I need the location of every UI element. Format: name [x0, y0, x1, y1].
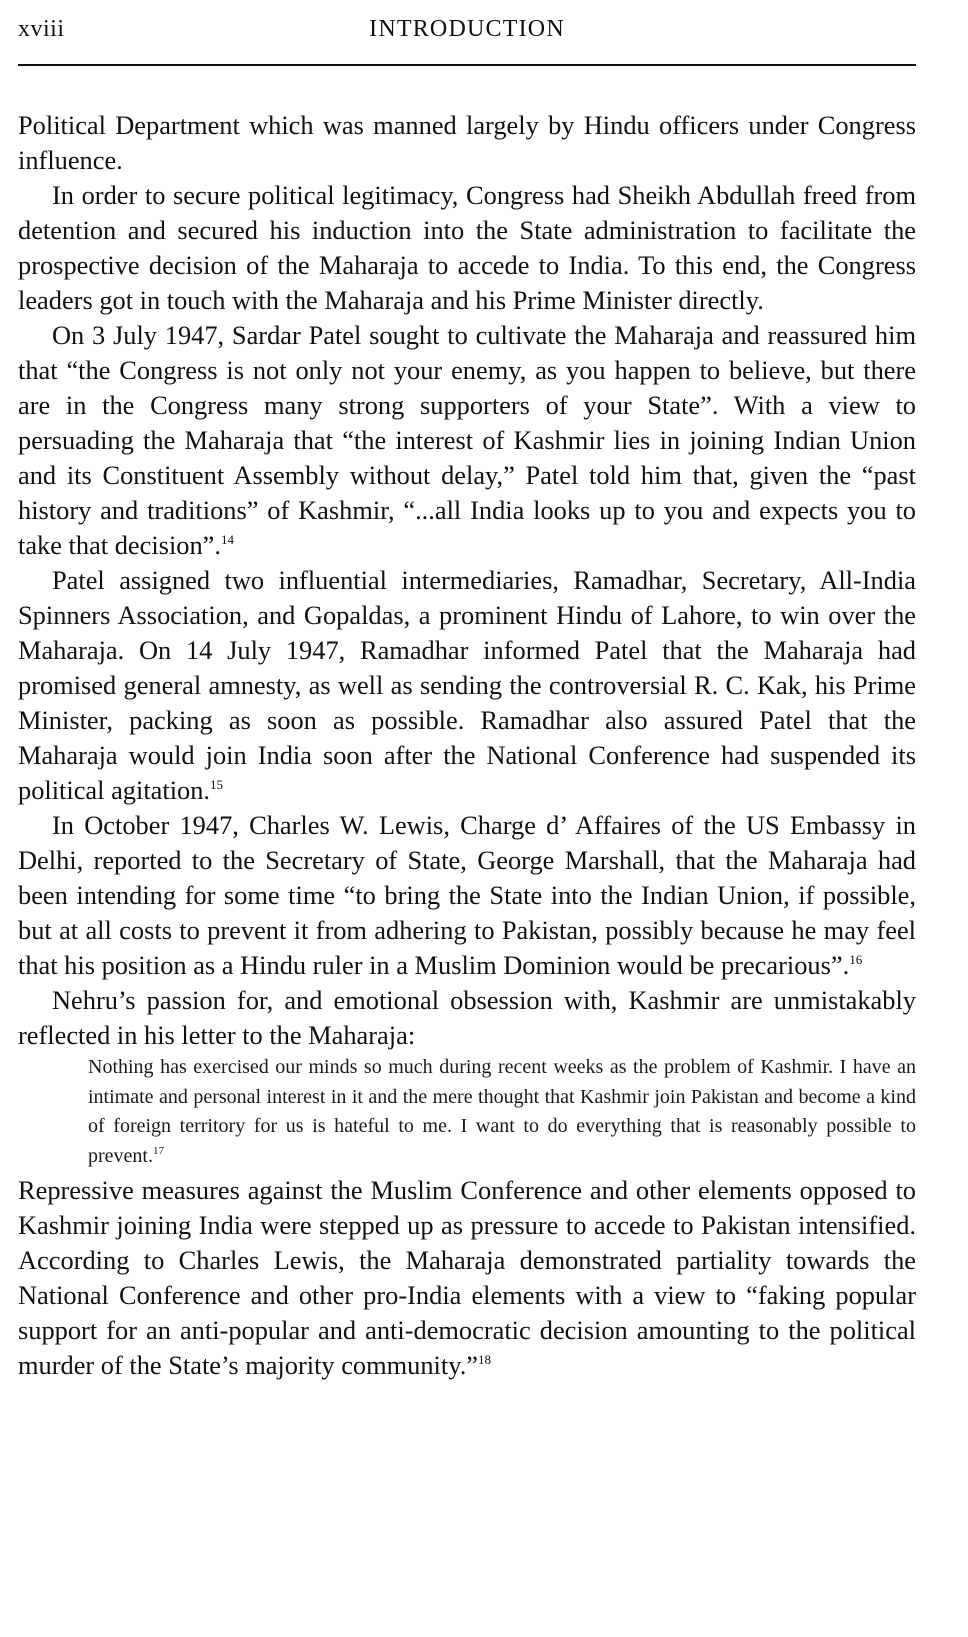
paragraph [18, 983, 916, 1053]
footnote-marker: 14 [220, 532, 234, 547]
paragraph-text: Repressive measures against the Muslim Conference and other elements opposed to Kashmir joining India were stepped up as pressure to accede to Pakistan intensified. According to Charles Lewis, the Maharaja demonstrated partiality towards the National Conference and other pro-India elements with a view to “faking popular support for an anti-popular and anti-democratic decision amounting to the political murder of the State’s majority community.” [18, 1175, 916, 1380]
paragraph-text: Political Department which was manned largely by Hindu officers under Congress influence. [18, 110, 916, 175]
paragraph [18, 108, 916, 178]
paragraph [18, 808, 916, 983]
paragraph [18, 178, 916, 318]
paragraph [18, 318, 916, 563]
footnote-marker: 15 [210, 777, 224, 792]
paragraph-text: Nehru’s passion for, and emotional obsession with, Kashmir are unmistakably reflected in his letter to the Maharaja: [18, 985, 916, 1050]
paragraph-text: Patel assigned two influential intermediaries, Ramadhar, Secretary, All-India Spinners Association, and Gopaldas, a prominent Hindu of Lahore, to win over the Maharaja. On 14 July 1947, Ramadhar informed Patel that the Maharaja had promised general amnesty, as well as sending the controversial R. C. Kak, his Prime Minister, packing as soon as possible. Ramadhar also assured Patel that the Maharaja would join India soon after the National Conference had suspended its political agitation. [18, 565, 916, 805]
header-rule [18, 64, 916, 66]
page-number: xviii [18, 16, 65, 42]
quote-text: Nothing has exercised our minds so much during recent weeks as the problem of Kashmir. I have an intimate and personal interest in it and the mere thought that Kashmir join Pakistan and become a kind of foreign territory for us is hateful to me. I want to do everything that is reasonably possible to prevent. [88, 1056, 916, 1167]
body-text [18, 108, 916, 1383]
paragraph-text: In October 1947, Charles W. Lewis, Charge d’ Affaires of the US Embassy in Delhi, reported to the Secretary of State, George Marshall, that the Maharaja had been intending for some time “to bring the State into the Indian Union, if possible, but at all costs to prevent it from adhering to Pakistan, possibly because he may feel that his position as a Hindu ruler in a Muslim Dominion would be precarious”. [18, 810, 916, 980]
footnote-marker: 17 [152, 1144, 164, 1157]
running-head: INTRODUCTION [369, 16, 565, 42]
paragraph-text: On 3 July 1947, Sardar Patel sought to cultivate the Maharaja and reassured him that “the Congress is not only not your enemy, as you happen to believe, but there are in the Congress many strong supporters of your State”. With a view to persuading the Maharaja that “the interest of Kashmir lies in joining Indian Union and its Constituent Assembly without delay,” Patel told him that, given the “past history and traditions” of Kashmir, “...all India looks up to you and expects you to take that decision”. [18, 320, 916, 560]
paragraph-text: In order to secure political legitimacy, Congress had Sheikh Abdullah freed from detention and secured his induction into the State administration to facilitate the prospective decision of the Maharaja to accede to India. To this end, the Congress leaders got in touch with the Maharaja and his Prime Minister directly. [18, 180, 916, 315]
paragraph [18, 563, 916, 808]
footnote-marker: 18 [478, 1352, 492, 1367]
footnote-marker: 16 [849, 952, 863, 967]
block-quote [88, 1053, 916, 1171]
paragraph [18, 1173, 916, 1383]
page-header [18, 10, 916, 50]
